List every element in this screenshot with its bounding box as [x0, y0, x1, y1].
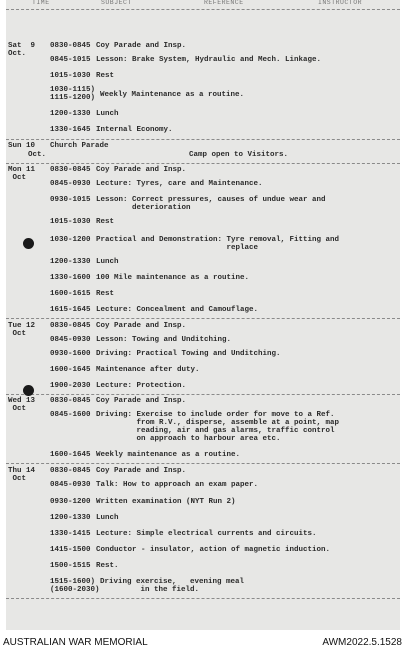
slot-text: Coy Parade and Insp.	[96, 467, 187, 475]
time-slot: 1030-1115) 1115-1200)	[50, 86, 96, 102]
slot-text: Coy Parade and Insp.	[96, 322, 187, 330]
slot-text: Driving: Exercise to include order for move to a Ref. from R.V., disperse, assemble at a point, map reading, air and gas alarms, traffic control on approach to harbour area etc.	[96, 411, 340, 443]
slot-text: Lunch	[96, 514, 119, 522]
slot-text: Camp open to Visitors.	[189, 151, 289, 159]
time-slot: 1600-1615	[50, 290, 91, 298]
slot-text: Rest.	[96, 562, 119, 570]
time-slot: 0830-0845	[50, 322, 91, 330]
time-slot: 1415-1500	[50, 546, 91, 554]
slot-text: Practical and Demonstration: Tyre removal, Fitting and replace	[96, 236, 340, 252]
time-slot: 1615-1645	[50, 306, 91, 314]
slot-text: Lecture: Concealment and Camouflage.	[96, 306, 259, 314]
punch-hole	[23, 238, 34, 249]
divider	[6, 318, 400, 319]
header-instructor: INSTRUCTOR	[318, 0, 363, 6]
time-slot: 1200-1330	[50, 514, 91, 522]
time-slot: 1200-1330	[50, 258, 91, 266]
slot-text: Driving: Practical Towing and Unditching.	[96, 350, 281, 358]
punch-hole	[23, 385, 34, 396]
divider	[6, 163, 400, 164]
document-sheet	[6, 0, 400, 630]
divider	[6, 394, 400, 395]
time-slot: 1330-1600	[50, 274, 91, 282]
day-label: Sat 9 Oct.	[8, 42, 36, 58]
divider	[6, 9, 400, 10]
slot-text: Lesson: Brake System, Hydraulic and Mech. Linkage.	[96, 56, 322, 64]
time-slot: 0845-0930	[50, 180, 91, 188]
slot-text: Lesson: Correct pressures, causes of undue wear and deterioration	[96, 196, 326, 212]
slot-text: Coy Parade and Insp.	[96, 397, 187, 405]
time-slot: 0845-0930	[50, 336, 91, 344]
slot-text: Lesson: Towing and Unditching.	[96, 336, 232, 344]
slot-text: Rest	[96, 72, 115, 80]
column-header	[6, 0, 400, 9]
slot-text: Rest	[96, 290, 115, 298]
slot-text: Lecture: Simple electrical currents and circuits.	[96, 530, 317, 538]
archive-footer	[0, 633, 406, 653]
slot-text: Weekly maintenance as a routine.	[96, 451, 241, 459]
header-reference: REFERENCE	[204, 0, 244, 6]
day-label: Wed 13 Oct	[8, 397, 36, 413]
slot-text: Coy Parade and Insp.	[96, 42, 187, 50]
time-slot: 0845-1015	[50, 56, 91, 64]
time-slot: 0845-1600	[50, 411, 91, 419]
slot-text: Driving exercise, evening meal in the field.	[100, 578, 245, 594]
time-slot: 1900-2030	[50, 382, 91, 390]
slot-text: Maintenance after duty.	[96, 366, 200, 374]
slot-text: Lecture: Tyres, care and Maintenance.	[96, 180, 263, 188]
archive-name: AUSTRALIAN WAR MEMORIAL	[3, 637, 148, 648]
time-slot: 1330-1645	[50, 126, 91, 134]
time-slot: 0830-0845	[50, 42, 91, 50]
time-slot: 1015-1030	[50, 72, 91, 80]
time-slot: 1200-1330	[50, 110, 91, 118]
time-slot: 0930-1200	[50, 498, 91, 506]
time-slot: 1330-1415	[50, 530, 91, 538]
time-slot: 0930-1600	[50, 350, 91, 358]
slot-text: Rest	[96, 218, 115, 226]
day-month: Oct.	[28, 151, 47, 159]
slot-text: Written examination (NYT Run 2)	[96, 498, 236, 506]
slot-text: Coy Parade and Insp.	[96, 166, 187, 174]
time-slot: 0845-0930	[50, 481, 91, 489]
slot-text: Lunch	[96, 258, 119, 266]
header-time: TIME	[32, 0, 50, 6]
slot-text: Conductor - insulator, action of magnetic induction.	[96, 546, 331, 554]
time-slot: 0830-0845	[50, 166, 91, 174]
day-label: Sun 10	[8, 142, 36, 150]
slot-text: Talk: How to approach an exam paper.	[96, 481, 259, 489]
day-label: Mon 11 Oct	[8, 166, 36, 182]
divider	[6, 139, 400, 140]
slot-text: Weekly Maintenance as a routine.	[100, 91, 245, 99]
divider	[6, 598, 400, 599]
slot-text: Lecture: Protection.	[96, 382, 187, 390]
time-slot: 0830-0845	[50, 397, 91, 405]
divider	[6, 463, 400, 464]
day-label: Tue 12 Oct	[8, 322, 36, 338]
time-slot: 1515-1600) (1600-2030)	[50, 578, 100, 594]
slot-text: Church Parade	[50, 142, 109, 150]
time-slot: 1600-1645	[50, 451, 91, 459]
time-slot: 1500-1515	[50, 562, 91, 570]
slot-text: 100 Mile maintenance as a routine.	[96, 274, 250, 282]
time-slot: 1015-1030	[50, 218, 91, 226]
day-label: Thu 14 Oct	[8, 467, 36, 483]
slot-text: Lunch	[96, 110, 119, 118]
time-slot: 0830-0845	[50, 467, 91, 475]
time-slot: 0930-1015	[50, 196, 91, 204]
time-slot: 1030-1200	[50, 236, 91, 244]
slot-text: Internal Economy.	[96, 126, 173, 134]
time-slot: 1600-1645	[50, 366, 91, 374]
archive-reference: AWM2022.5.1528	[322, 637, 402, 648]
header-subject: SUBJECT	[101, 0, 132, 6]
